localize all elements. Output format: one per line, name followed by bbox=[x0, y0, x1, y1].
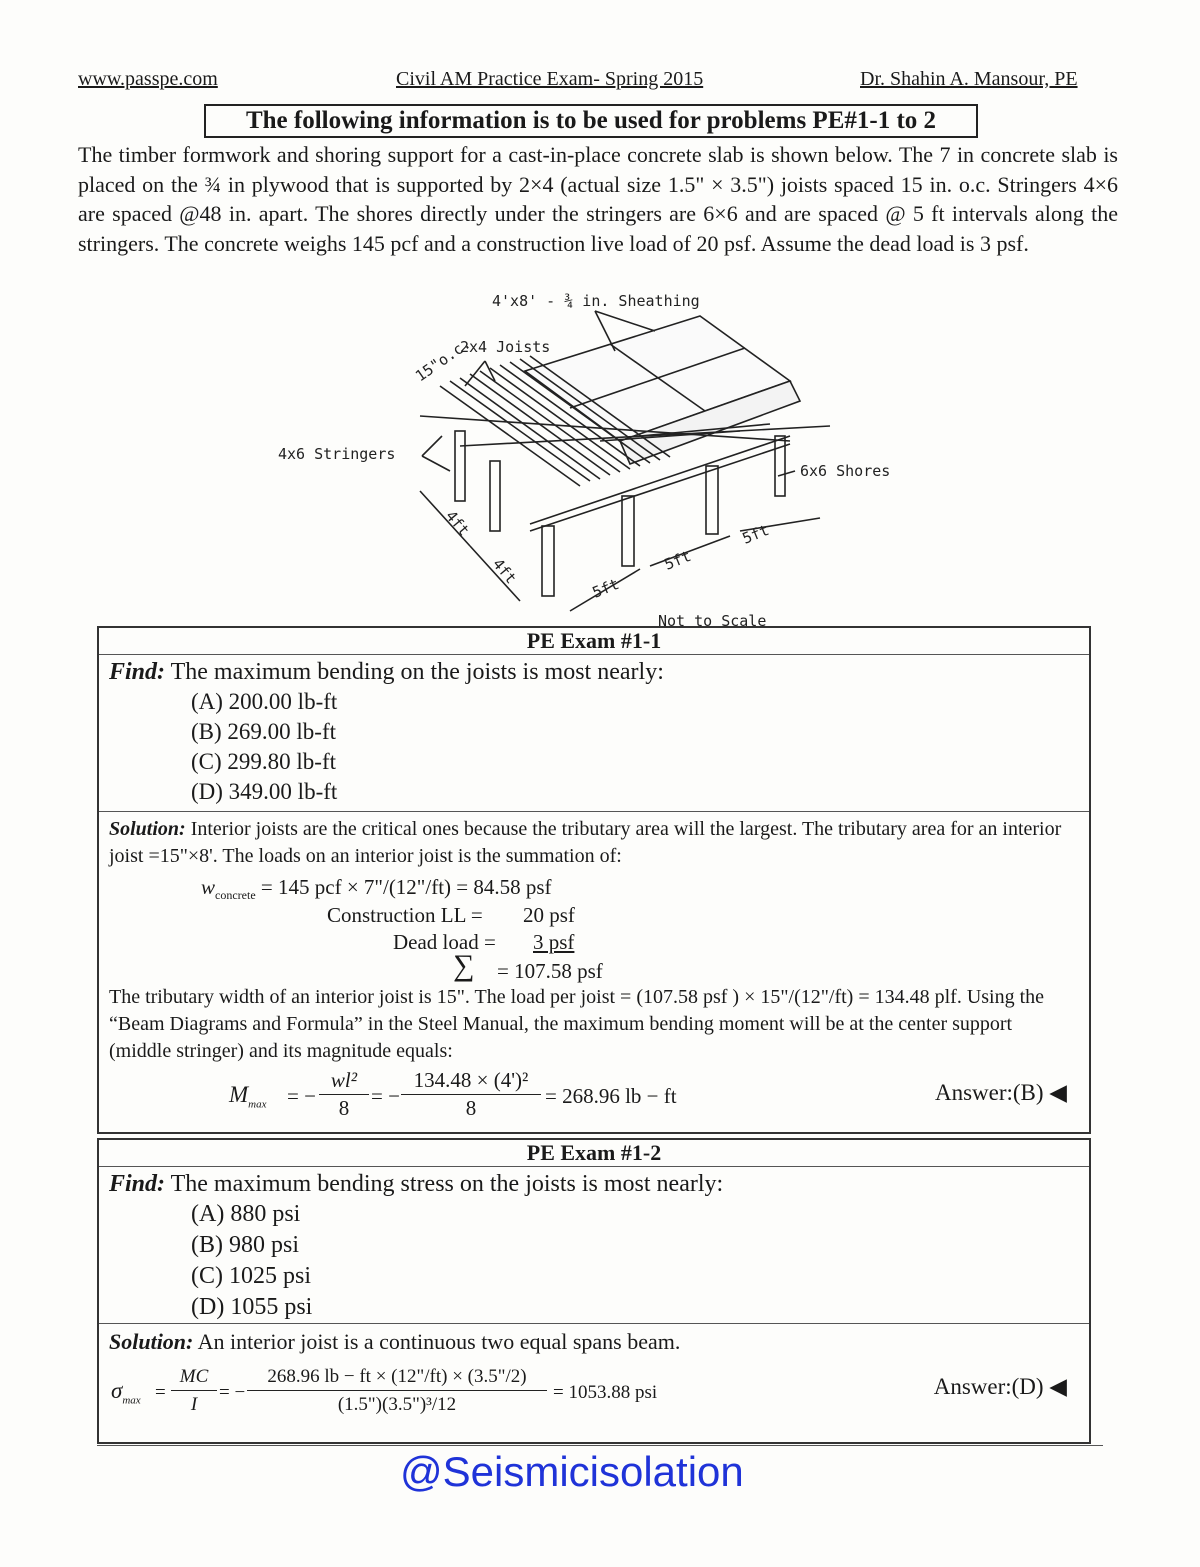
intro-paragraph bbox=[78, 140, 1118, 258]
leader-stringers bbox=[422, 436, 442, 456]
header-author: Dr. Shahin A. Mansour, PE bbox=[860, 68, 1078, 90]
load-sum: = 107.58 psf bbox=[497, 959, 603, 983]
eq-op-1: = − bbox=[287, 1084, 316, 1108]
header-exam-title: Civil AM Practice Exam- Spring 2015 bbox=[396, 68, 704, 90]
problem-1-title: PE Exam #1-1 bbox=[99, 628, 1089, 655]
eq-result: = 1053.88 psi bbox=[553, 1382, 658, 1403]
problem-2-find bbox=[99, 1167, 1089, 1199]
eq-frac-1: $\frac{\text{wl²}}{8}$ bbox=[319, 1067, 369, 1122]
eq-lhs: $\sigma_{max}$ bbox=[111, 1378, 141, 1407]
problem-1-options bbox=[191, 687, 1089, 807]
option-d: (D) 1055 psi bbox=[191, 1294, 313, 1320]
eq-op-2: = − bbox=[371, 1084, 400, 1108]
shore-6 bbox=[775, 436, 785, 496]
option-c: (C) 1025 psi bbox=[191, 1263, 311, 1289]
label-sheathing: 4'x8' - ¾ in. Sheathing bbox=[492, 292, 700, 310]
shore-2 bbox=[490, 461, 500, 531]
stress-equation bbox=[109, 1355, 1079, 1421]
option-a: (A) 880 psi bbox=[191, 1201, 301, 1227]
solution-label: Solution: bbox=[109, 1329, 194, 1354]
load-table bbox=[109, 870, 1079, 984]
solution-label: Solution: bbox=[109, 818, 186, 840]
load-dead-value: 3 psf bbox=[533, 930, 575, 954]
intro-text: The timber formwork and shoring support for a cast-in-place concrete slab is shown below. The 7 in concrete slab is placed on the ¾ in plywood that is supported by 2×4 (actual size 1.5" × 3.5") joists spaced 15 in. o.c. Stringers 4×6 are spaced @48 in. apart. The shores directly under the stringers are 6×6 and are spaced @ 5 ft intervals along the stringers. The concrete weighs 145 pcf and a construction live load of 20 psf. Assume the dead load is 3 psf. bbox=[78, 142, 1118, 256]
formwork-diagram bbox=[270, 286, 930, 630]
eq-lhs: $M_{max}$ bbox=[229, 1082, 267, 1111]
footer-rule bbox=[97, 1445, 1103, 1446]
answer-1: Answer:(B) ◀ bbox=[934, 1080, 1067, 1105]
find-label: Find: bbox=[109, 659, 166, 685]
eq-op-2: = − bbox=[219, 1382, 246, 1403]
sum-symbol: ∑ bbox=[453, 949, 475, 982]
eq-frac-2: $\frac{\text{134.48 × (4')²}}{8}$ bbox=[401, 1067, 541, 1122]
problem-1-box bbox=[97, 626, 1091, 1134]
load-dead-label: Dead load = bbox=[393, 930, 496, 954]
problem-2-options bbox=[191, 1199, 1089, 1323]
label-dim-5ft-a: 5ft bbox=[589, 574, 622, 602]
shore-1 bbox=[455, 431, 465, 501]
find-text: The maximum bending on the joists is most nearly: bbox=[165, 659, 664, 685]
eq-frac-1: $\frac{MC}{I}$ bbox=[171, 1363, 217, 1418]
moment-equation bbox=[109, 1065, 1079, 1127]
problem-2-box bbox=[97, 1138, 1091, 1444]
watermark: @Seismicisolation bbox=[400, 1448, 744, 1495]
label-stringers: 4x6 Stringers bbox=[278, 445, 396, 463]
label-joists: 2x4 Joists bbox=[460, 338, 551, 356]
option-b: (B) 269.00 lb-ft bbox=[191, 719, 337, 744]
label-dim-5ft-c: 5ft bbox=[739, 520, 772, 548]
eq-result: = 268.96 lb − ft bbox=[545, 1084, 677, 1108]
option-a: (A) 200.00 lb-ft bbox=[191, 689, 338, 714]
label-spacing: 15"o.c. bbox=[411, 334, 475, 386]
eq-frac-2: $\frac{268.96 lb - ft \times (12"/ft) \times (3.5"/2)}{\text{(1.5")(3.5")³/12}}$ bbox=[247, 1363, 547, 1418]
header-website: www.passpe.com bbox=[78, 68, 218, 90]
problem-1-solution bbox=[99, 811, 1089, 1129]
problem-2-solution bbox=[99, 1323, 1089, 1423]
label-dim-4ft-a: 4ft bbox=[441, 507, 474, 540]
find-label: Find: bbox=[109, 1171, 166, 1197]
leader-shores bbox=[778, 471, 795, 476]
shore-4 bbox=[622, 496, 634, 566]
eq-op-1: = bbox=[155, 1382, 166, 1403]
shore-3 bbox=[542, 526, 554, 596]
shore-5 bbox=[706, 466, 718, 534]
label-shores: 6x6 Shores bbox=[800, 462, 891, 480]
problem-2-title: PE Exam #1-2 bbox=[99, 1140, 1089, 1167]
solution-text: Interior joists are the critical ones because the tributary area will the largest. The tributary area for an interior joist =15"×8'. The loads on an interior joist is the summation of: bbox=[109, 818, 1062, 867]
option-b: (B) 980 psi bbox=[191, 1232, 299, 1258]
option-c: (C) 299.80 lb-ft bbox=[191, 749, 337, 774]
solution-text: An interior joist is a continuous two equal spans beam. bbox=[193, 1329, 681, 1354]
problem-1-find bbox=[99, 655, 1089, 687]
solution-text-2: The tributary width of an interior joist is 15". The load per joist = (107.58 psf ) × 15"/(12"/ft) = 134.48 plf. Using the “Beam Diagrams and Formula” in the Steel Manual, the maximum bending moment will be at the center support (middle stringer) and its magnitude equals: bbox=[109, 986, 1045, 1062]
answer-2: Answer:(D) ◀ bbox=[933, 1374, 1067, 1399]
load-live-label: Construction LL = bbox=[327, 903, 483, 927]
load-live-value: 20 psf bbox=[523, 903, 575, 927]
leader-stringers-2 bbox=[422, 456, 450, 471]
load-concrete: $w_{concrete} = 145$ pcf × 7"/(12"/ft) = 84.58 psf bbox=[201, 875, 552, 903]
label-dim-4ft-b: 4ft bbox=[488, 555, 521, 588]
option-d: (D) 349.00 lb-ft bbox=[191, 779, 338, 804]
label-dim-5ft-b: 5ft bbox=[661, 546, 694, 574]
label-not-to-scale: Not to Scale bbox=[658, 612, 767, 630]
intro-title: The following information is to be used for problems PE#1-1 to 2 bbox=[204, 104, 978, 138]
find-text: The maximum bending stress on the joists is most nearly: bbox=[165, 1171, 724, 1197]
